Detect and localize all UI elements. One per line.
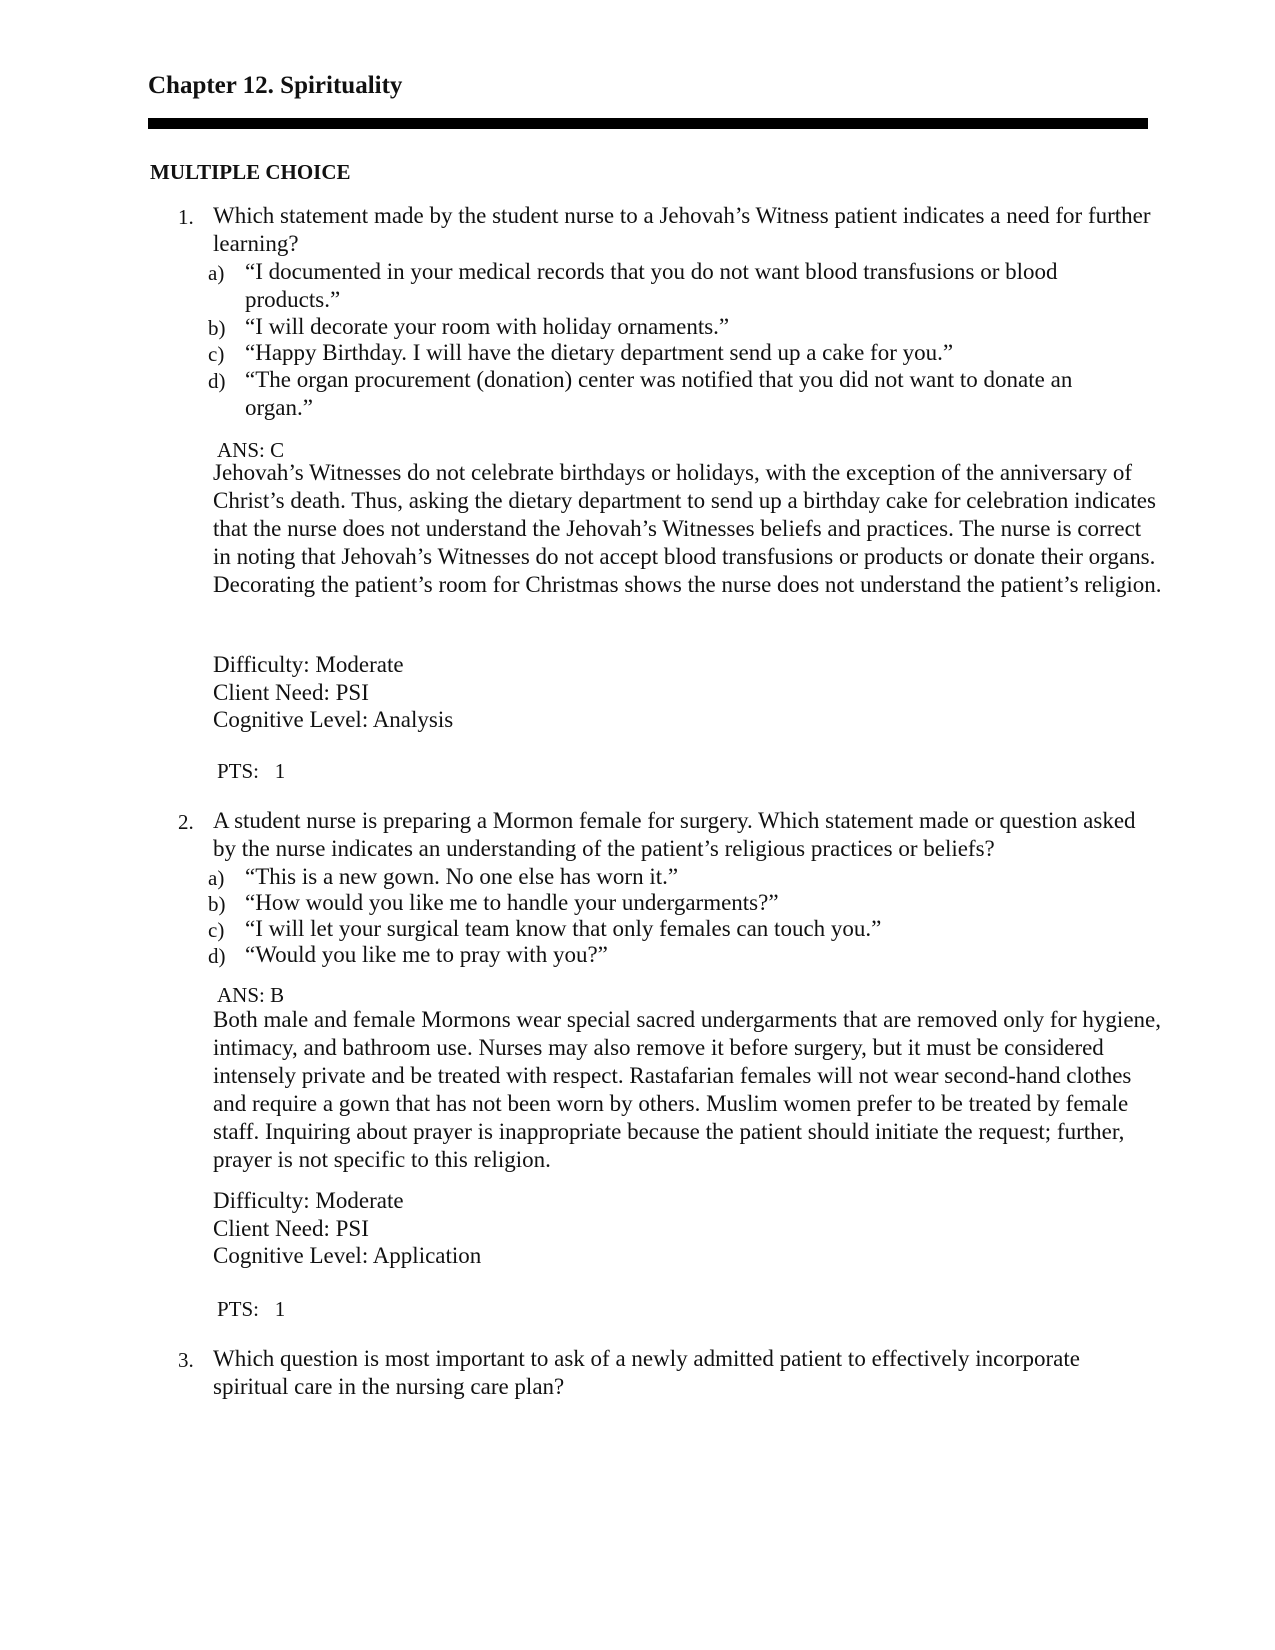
- cognitive-level: Cognitive Level: Analysis: [213, 707, 454, 732]
- option-text: “The organ procurement (donation) center was notified that you did not want to donate an organ.”: [245, 367, 1073, 420]
- rationale-text: Jehovah’s Witnesses do not celebrate birthdays or holidays, with the exception of the anniversary of Christ’s death. Thus, asking the dietary department to send up a birthday cake for celebration indicates that the nurse does not understand the Jehovah’s Witnesses beliefs and practices. The nurse is correct in noting that Jehovah’s Witnesses do not accept blood transfusions or products or donate their organs. Decorating the patient’s room for Christmas shows the nurse does not understand the patient’s religion.: [213, 460, 1162, 597]
- rationale-text: Both male and female Mormons wear special sacred undergarments that are removed only for hygiene, intimacy, and bathroom use. Nurses may also remove it before surgery, but it must be considered intensely private and be treated with respect. Rastafarian females will not wear second-hand clothes and require a gown that has not been worn by others. Muslim women prefer to be treated by female staff. Inquiring about prayer is inappropriate because the patient should initiate the request; further, prayer is not specific to this religion.: [213, 1007, 1161, 1172]
- question-number: 2.: [178, 810, 194, 834]
- question-number: 3.: [178, 1348, 194, 1372]
- option-text: “I will let your surgical team know that only females can touch you.”: [245, 916, 882, 941]
- title-rule: [148, 118, 1148, 129]
- question-stem: Which question is most important to ask of a newly admitted patient to effectively incorporate spiritual care in the nursing care plan?: [213, 1346, 1080, 1399]
- points: PTS: 1: [217, 759, 286, 783]
- question-number: 1.: [178, 205, 194, 229]
- answer-label: ANS: B: [217, 983, 285, 1007]
- client-need: Client Need: PSI: [213, 1216, 369, 1241]
- option-letter: d): [208, 369, 226, 393]
- option-letter: c): [208, 918, 225, 942]
- section-heading: MULTIPLE CHOICE: [150, 160, 351, 184]
- question-stem: A student nurse is preparing a Mormon female for surgery. Which statement made or question asked by the nurse indicates an understanding of the patient’s religious practices or beliefs?: [213, 808, 1136, 861]
- option-letter: d): [208, 944, 226, 968]
- option-letter: a): [208, 866, 225, 890]
- option-letter: c): [208, 342, 225, 366]
- option-letter: b): [208, 316, 226, 340]
- option-text: “I documented in your medical records that you do not want blood transfusions or blood products.”: [245, 259, 1058, 312]
- option-text: “This is a new gown. No one else has worn it.”: [245, 864, 679, 889]
- chapter-title: Chapter 12. Spirituality: [148, 72, 403, 99]
- option-text: “How would you like me to handle your undergarments?”: [245, 890, 779, 915]
- points: PTS: 1: [217, 1297, 286, 1321]
- client-need: Client Need: PSI: [213, 680, 369, 705]
- option-letter: a): [208, 261, 225, 285]
- option-text: “I will decorate your room with holiday ornaments.”: [245, 314, 730, 339]
- question-stem: Which statement made by the student nurse to a Jehovah’s Witness patient indicates a need for further learning?: [213, 203, 1151, 256]
- option-letter: b): [208, 892, 226, 916]
- option-text: “Happy Birthday. I will have the dietary department send up a cake for you.”: [245, 340, 954, 365]
- difficulty: Difficulty: Moderate: [213, 1188, 404, 1213]
- difficulty: Difficulty: Moderate: [213, 652, 404, 677]
- option-text: “Would you like me to pray with you?”: [245, 942, 608, 967]
- answer-label: ANS: C: [217, 438, 285, 462]
- cognitive-level: Cognitive Level: Application: [213, 1243, 482, 1268]
